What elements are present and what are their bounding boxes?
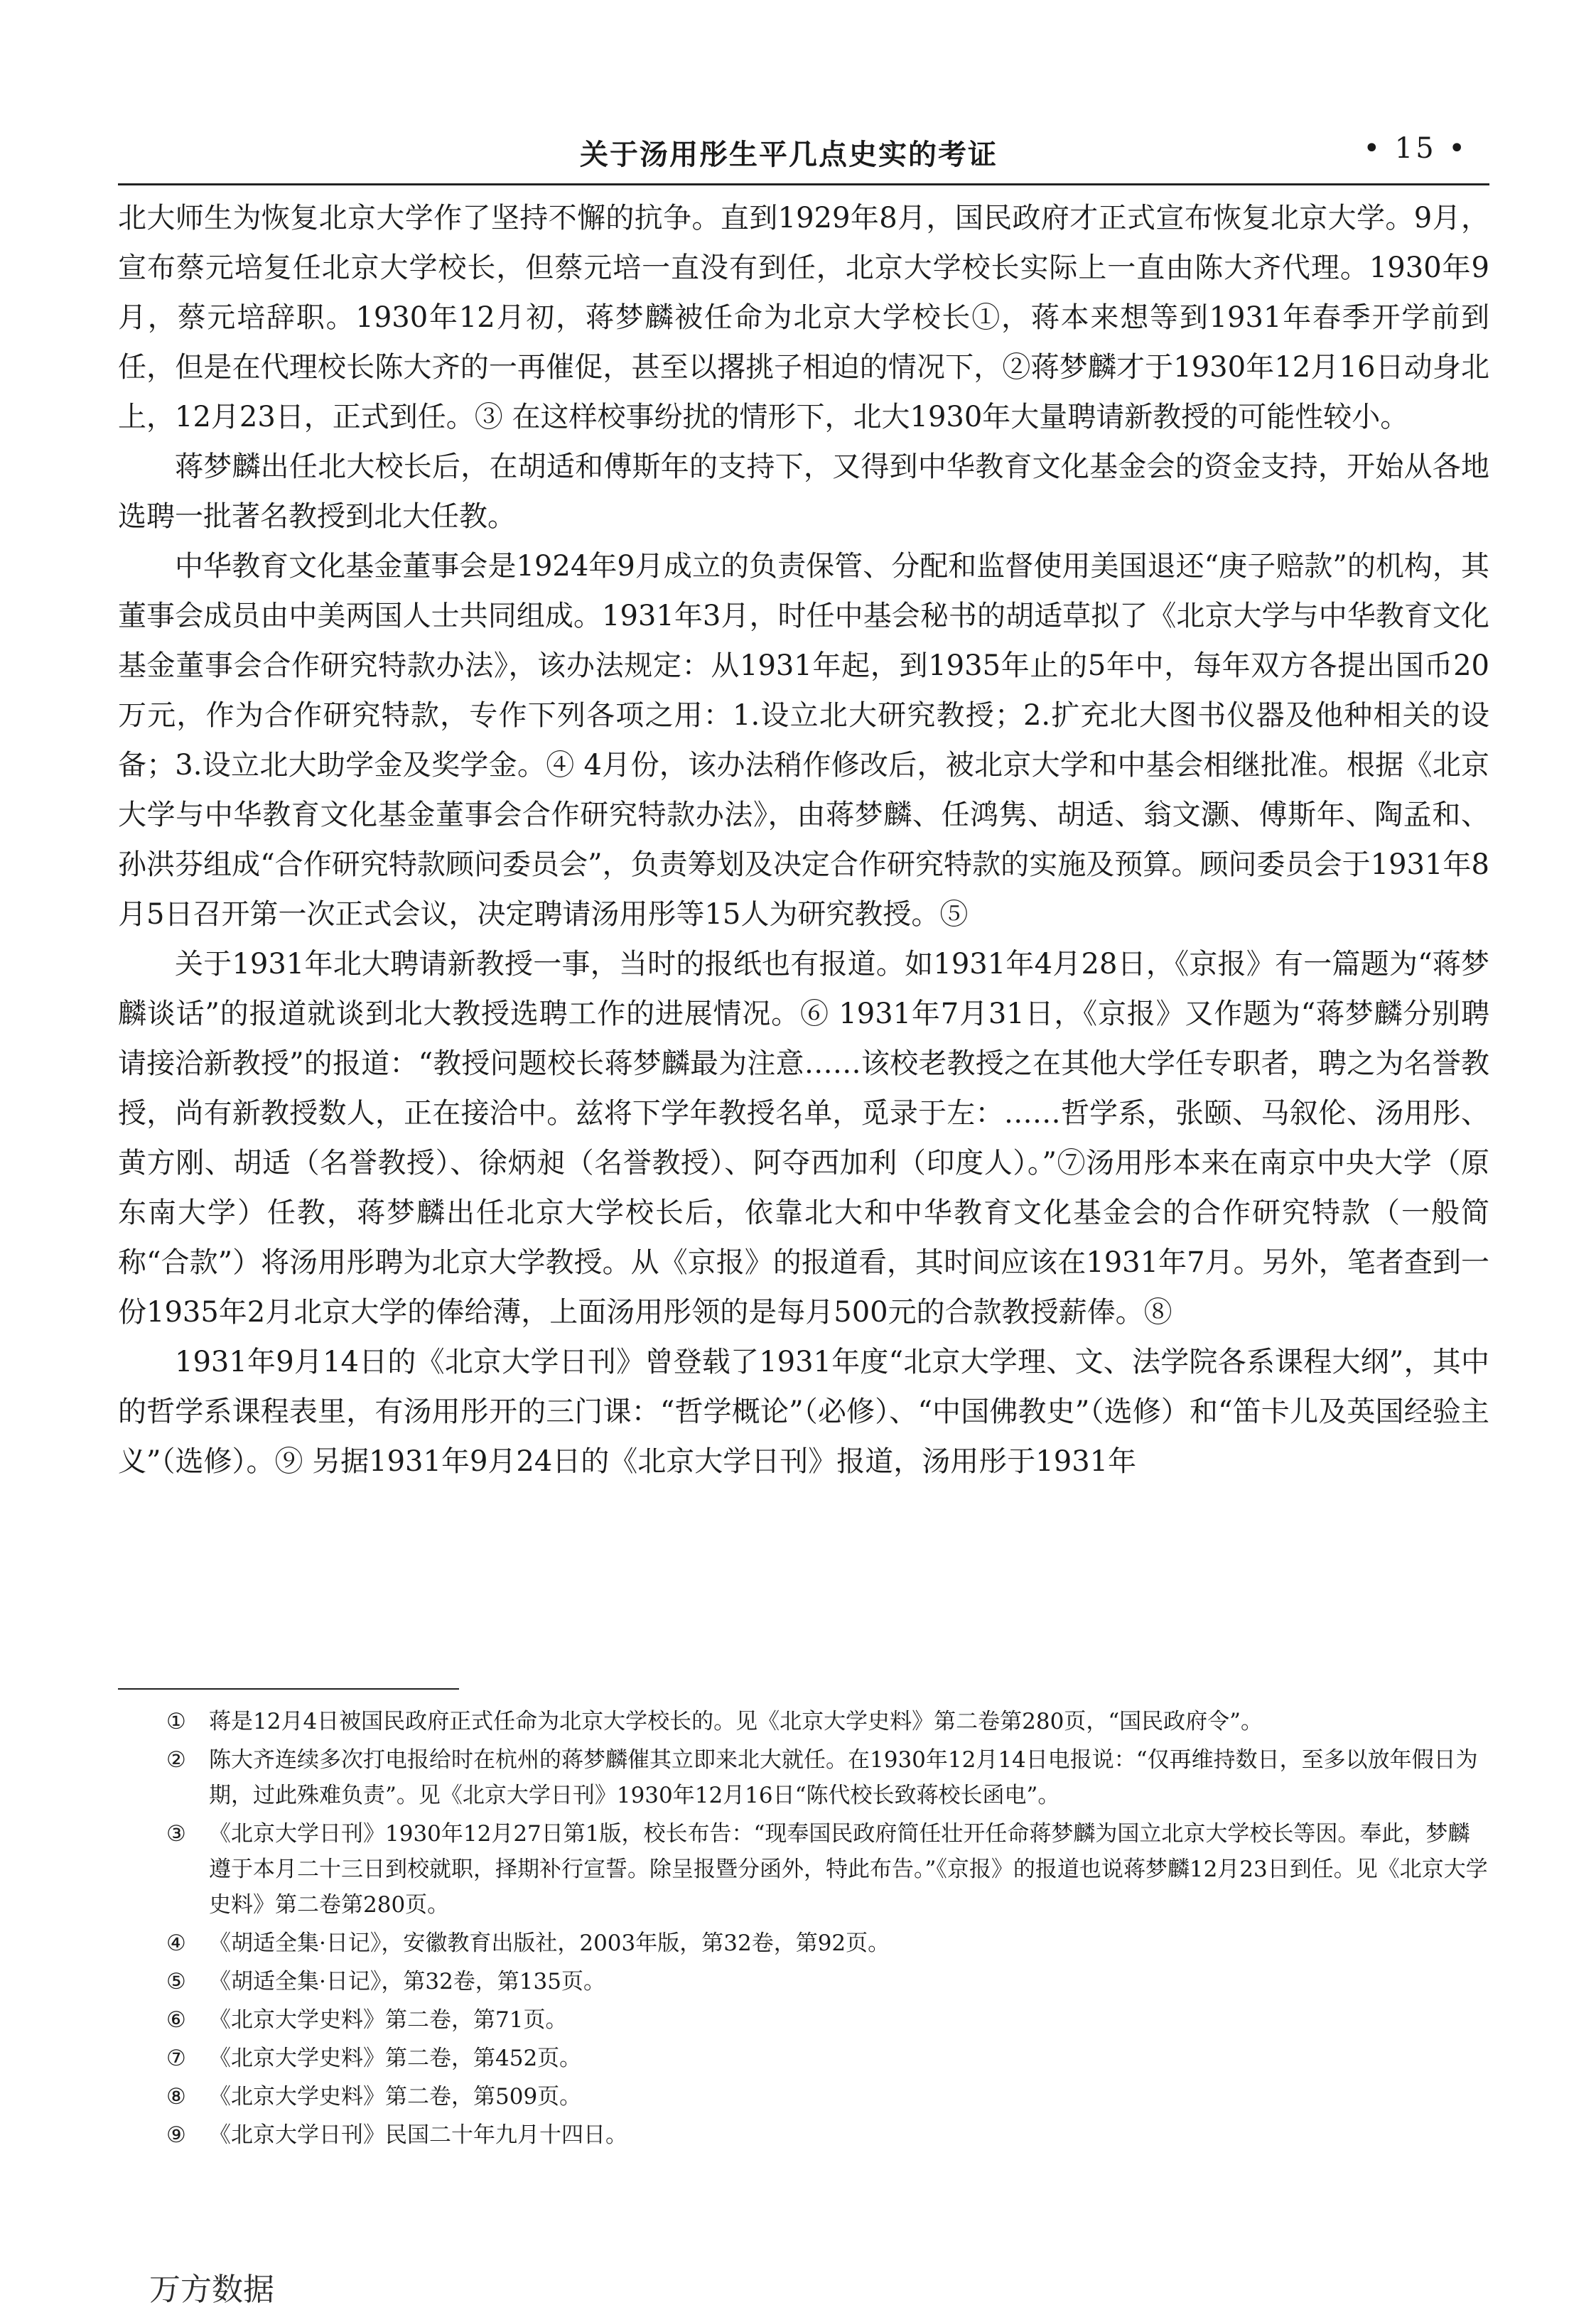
footnote-divider [118,1688,459,1690]
footnote-2 [166,1742,1489,1813]
running-title: 关于汤用彤生平几点史实的考证 [580,138,998,171]
running-header [118,126,1489,185]
footnote-5 [166,1964,1489,1999]
footnote-text: 《北京大学日刊》1930年12月27日第1版，校长布告：“现奉国民政府简任壮开任命蒋梦麟为国立北京大学校长等因。奉此，梦麟遵于本月二十三日到校就职，择期补行宣誓。除呈报暨分函外，特此布告。”《京报》的报道也说蒋梦麟12月23日到任。见《北京大学史料》第二卷第280页。 [209,1821,1488,1918]
footnote-text: 《胡适全集·日记》，安徽教育出版社，2003年版，第32卷，第92页。 [209,1930,890,1956]
paragraph-2: 蒋梦麟出任北大校长后，在胡适和傅斯年的支持下，又得到中华教育文化基金会的资金支持，开始从各地选聘一批著名教授到北大任教。 [118,450,1489,533]
footnote-4 [166,1926,1489,1961]
footnote-marker: ⑨ [166,2122,186,2148]
footnote-marker: ⑦ [166,2046,186,2071]
footnote-1 [166,1704,1489,1739]
paragraph-3: 中华教育文化基金董事会是1924年9月成立的负责保管、分配和监督使用美国退还“庚子赔款”的机构，其董事会成员由中美两国人士共同组成。1931年3月，时任中基会秘书的胡适草拟了《北京大学与中华教育文化基金董事会合作研究特款办法》，该办法规定：从1931年起，到1935年止的5年中，每年双方各提出国币20万元，作为合作研究特款，专作下列各项之用：1.设立北大研究教授；2.扩充北大图书仪器及他种相关的设备；3.设立北大助学金及奖学金。④ 4月份，该办法稍作修改后，被北京大学和中基会相继批准。根据《北京大学与中华教育文化基金董事会合作研究特款办法》，由蒋梦麟、任鸿隽、胡适、翁文灏、傅斯年、陶孟和、孙洪芬组成“合作研究特款顾问委员会”，负责筹划及决定合作研究特款的实施及预算。顾问委员会于1931年8月5日召开第一次正式会议，决定聘请汤用彤等15人为研究教授。⑤ [118,550,1489,931]
footnote-6 [166,2002,1489,2038]
body-text [118,193,1489,1486]
footnote-8 [166,2079,1489,2115]
watermark: 万方数据 [149,2272,274,2308]
footnote-text: 《北京大学史料》第二卷，第452页。 [209,2046,582,2071]
footnote-text: 《北京大学日刊》民国二十年九月十四日。 [209,2122,627,2148]
paragraph-1: 北大师生为恢复北京大学作了坚持不懈的抗争。直到1929年8月，国民政府才正式宣布恢复北京大学。9月，宣布蔡元培复任北京大学校长，但蔡元培一直没有到任，北京大学校长实际上一直由陈大齐代理。1930年9月，蔡元培辞职。1930年12月初，蒋梦麟被任命为北京大学校长①，蒋本来想等到1931年春季开学前到任，但是在代理校长陈大齐的一再催促，甚至以撂挑子相迫的情况下，②蒋梦麟才于1930年12月16日动身北上，12月23日，正式到任。③ 在这样校事纷扰的情形下，北大1930年大量聘请新教授的可能性较小。 [118,202,1489,433]
footnote-3 [166,1816,1489,1923]
footnote-marker: ① [166,1709,186,1734]
footnote-text: 蒋是12月4日被国民政府正式任命为北京大学校长的。见《北京大学史料》第二卷第280页，“国民政府令”。 [209,1709,1263,1734]
footnotes [166,1704,1489,2156]
footnote-text: 《北京大学史料》第二卷，第509页。 [209,2084,582,2110]
footnote-7 [166,2041,1489,2076]
footnote-marker: ③ [166,1821,186,1847]
footnote-marker: ⑥ [166,2007,186,2033]
footnote-text: 《北京大学史料》第二卷，第71页。 [209,2007,568,2033]
paragraph-4: 关于1931年北大聘请新教授一事，当时的报纸也有报道。如1931年4月28日，《京报》有一篇题为“蒋梦麟谈话”的报道就谈到北大教授选聘工作的进展情况。⑥ 1931年7月31日，《京报》又作题为“蒋梦麟分别聘请接洽新教授”的报道：“教授问题校长蒋梦麟最为注意……该校老教授之在其他大学任专职者，聘之为名誉教授，尚有新教授数人，正在接洽中。兹将下学年教授名单，觅录于左：……哲学系，张颐、马叙伦、汤用彤、黄方刚、胡适（名誉教授）、徐炳昶（名誉教授）、阿夺西加利（印度人）。”⑦汤用彤本来在南京中央大学（原东南大学）任教，蒋梦麟出任北京大学校长后，依靠北大和中华教育文化基金会的合作研究特款（一般简称“合款”）将汤用彤聘为北京大学教授。从《京报》的报道看，其时间应该在1931年7月。另外，笔者查到一份1935年2月北京大学的俸给薄，上面汤用彤领的是每月500元的合款教授薪俸。⑧ [118,948,1489,1329]
paragraph-5: 1931年9月14日的《北京大学日刊》曾登载了1931年度“北京大学理、文、法学院各系课程大纲”，其中的哲学系课程表里，有汤用彤开的三门课：“哲学概论”（必修）、“中国佛教史”（选修）和“笛卡儿及英国经验主义”（选修）。⑨ 另据1931年9月24日的《北京大学日刊》报道，汤用彤于1931年 [118,1346,1489,1478]
footnote-marker: ⑤ [166,1969,186,1994]
footnote-marker: ④ [166,1930,186,1956]
page-number: • 15 • [1363,132,1468,165]
footnote-text: 《胡适全集·日记》，第32卷，第135页。 [209,1969,605,1994]
footnote-text: 陈大齐连续多次打电报给时在杭州的蒋梦麟催其立即来北大就任。在1930年12月14日电报说：“仅再维持数日，至多以放年假日为期，过此殊难负责”。见《北京大学日刊》1930年12月16日“陈代校长致蒋校长函电”。 [209,1747,1478,1808]
footnote-marker: ② [166,1747,186,1773]
footnote-9 [166,2117,1489,2153]
footnote-marker: ⑧ [166,2084,186,2110]
